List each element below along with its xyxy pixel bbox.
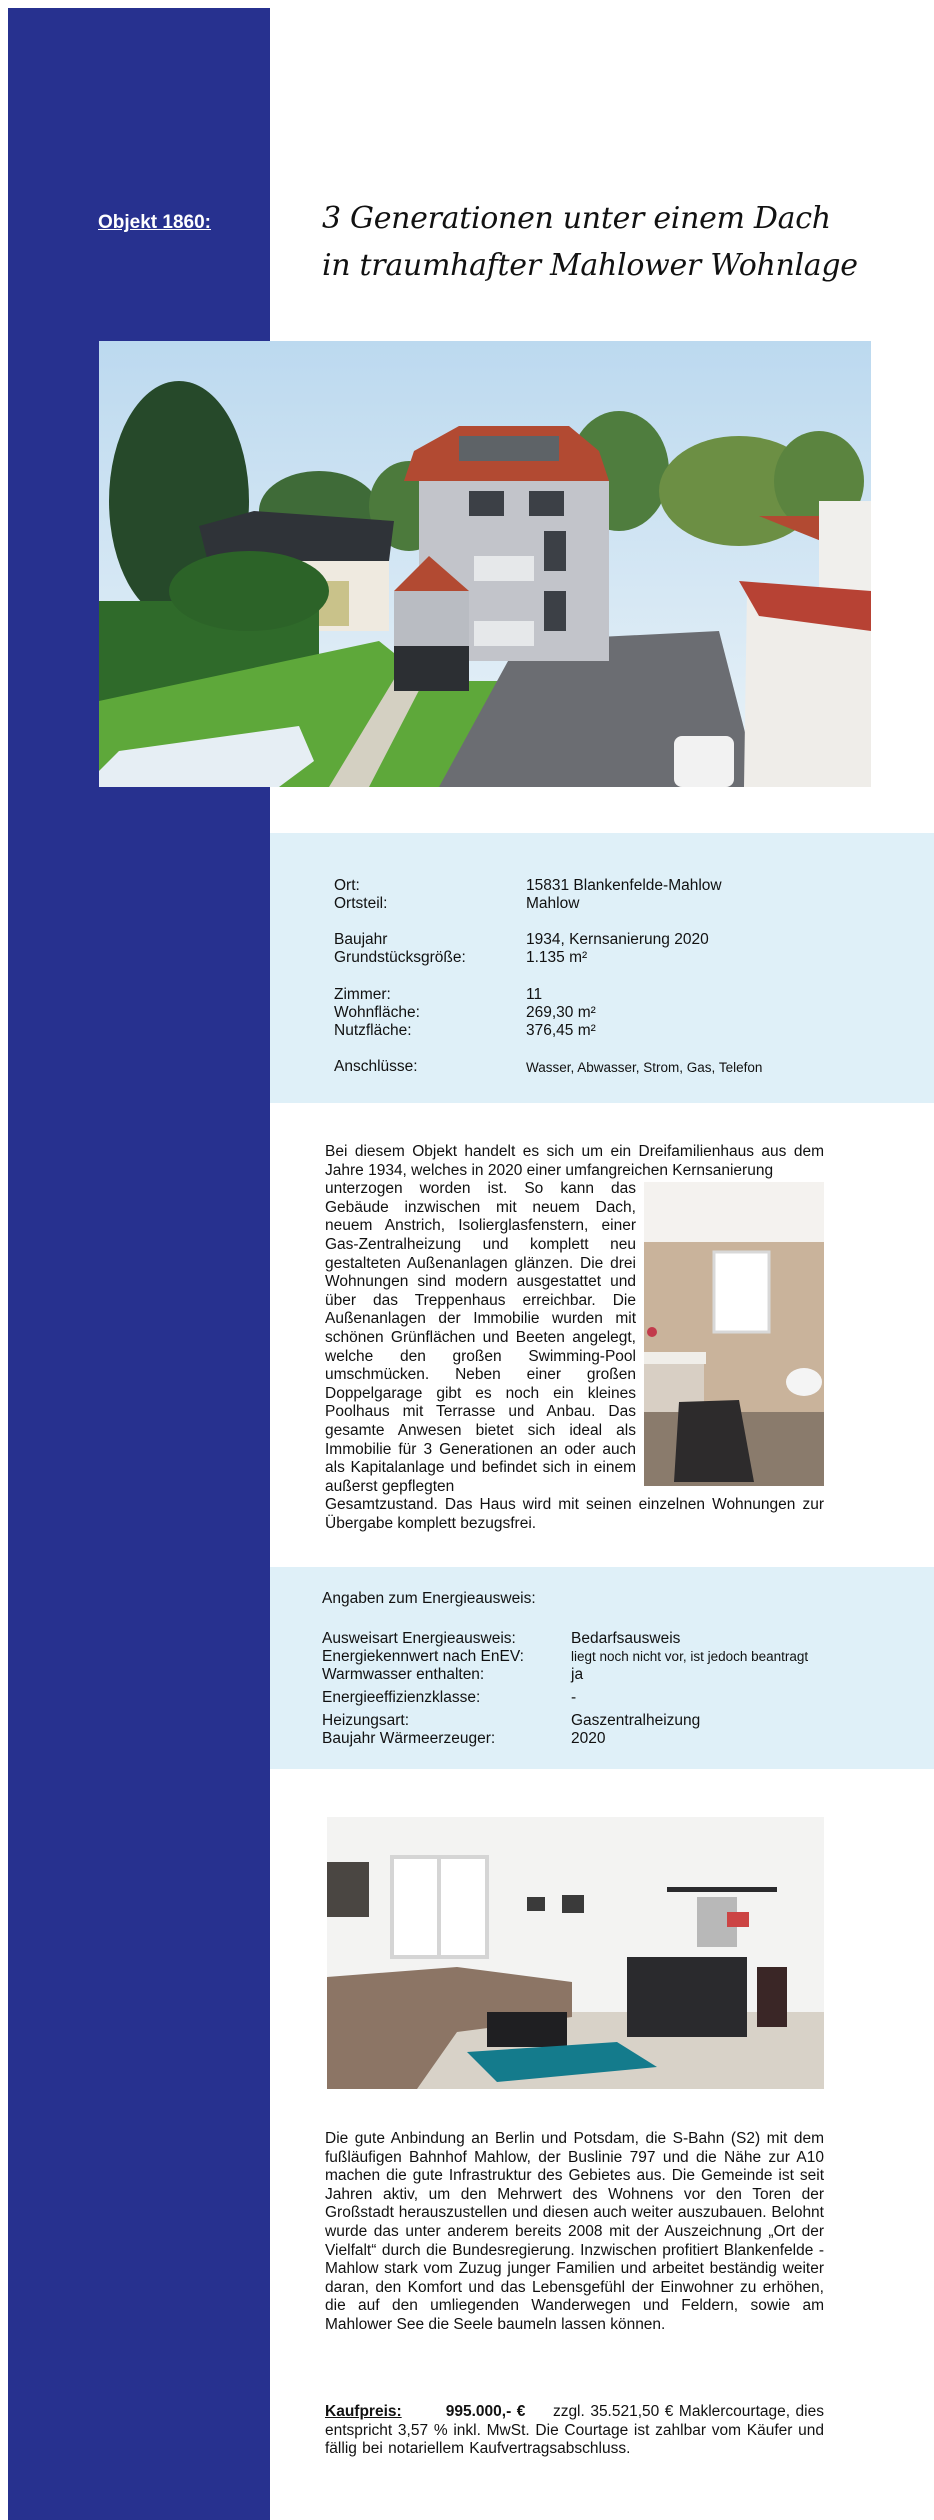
ausweisart-label: Ausweisart Energieausweis: (322, 1630, 516, 1647)
anschluesse-value: Wasser, Abwasser, Strom, Gas, Telefon (526, 1060, 763, 1075)
location-text: Die gute Anbindung an Berlin und Potsdam, die S-Bahn (S2) mit dem fußläufigen Bahnhof Mahlow, der Buslinie 797 und die Nähe zur A10 machen die gute Infrastruktur des Gebietes aus. Die Gemeinde ist seit Jahren aktiv, um den Mehrwert des Wohnens vor den Toren der Großstadt herauszustellen und diesen auch weiter auszubauen. Belohnt wurde das unter anderem bereits 2008 mit der Auszeichnung „Ort der Vielfalt“ durch die Bundesregierung. Inzwischen profitiert Blankenfelde - Mahlow stark vom Zuzug junger Familien und arbeitet beständig weiter daran, den Komfort und das Lebensgefühl der Einwohner zu erhöhen, die auf den umliegenden Wanderwegen und Feldern, sowie am Mahlower See die Seele baumeln lassen können. (325, 2130, 824, 2333)
baujahr-waermeerzeuger-label: Baujahr Wärmeerzeuger: (322, 1730, 496, 1747)
warmwasser-label: Warmwasser enthalten: (322, 1666, 485, 1683)
description-wrapped: unterzogen worden ist. So kann das Gebäude inzwischen mit neuem Dach, neuem Anstrich, Isolierglasfenstern, einer Gas-Zentralheizung und komplett neu gestalteten Außenanlagen glänzen. Die drei Wohnungen sind modern ausgestattet und über das Treppenhaus erreichbar. Die Außenanlagen der Immobilie wurden mit schönen Grünflächen und Beeten angelegt, welche den großen Swimming-Pool umschmücken. Neben einer großen Doppelgarage gibt es noch ein kleines Poolhaus mit Terrasse und Anbau. Das gesamte Anwesen bietet sich ideal als Immobilie für 3 Generationen an oder auch als Kapitalanlage und befindet sich in einem außerst gepflegten (325, 1180, 636, 1495)
klasse-value: - (571, 1689, 577, 1706)
objekt-number: Objekt 1860: (98, 212, 211, 233)
baujahr-label: Baujahr (334, 931, 388, 948)
kaufpreis-rest: zzgl. 35.521,50 € Maklercourtage, dies entspricht 3,57 % inkl. MwSt. Die Courtage ist zahlbar vom Käufer und fällig bei notariellem Kaufvertragsabschluss. (325, 2403, 824, 2458)
wohnflaeche-label: Wohnfläche: (334, 1004, 420, 1021)
kaufpreis-label: Kaufpreis: (325, 2403, 402, 2420)
warmwasser-value: ja (571, 1666, 584, 1683)
baujahr-value: 1934, Kernsanierung 2020 (526, 931, 709, 948)
ortsteil-value: Mahlow (526, 895, 580, 912)
description-tail: Gesamtzustand. Das Haus wird mit seinen einzelnen Wohnungen zur Übergabe komplett bezugsfrei. (325, 1496, 824, 1532)
house-exterior-photo (99, 341, 871, 787)
grundstueck-label: Grundstücksgröße: (334, 949, 466, 966)
klasse-label: Energieeffizienzklasse: (322, 1689, 481, 1706)
energy-heading: Angaben zum Energieausweis: (322, 1590, 536, 1607)
bathroom-photo (644, 1182, 824, 1486)
title-line-1: 3 Generationen unter einem Dach (322, 201, 831, 236)
price-text (325, 2403, 824, 2459)
heizungsart-value: Gaszentralheizung (571, 1712, 701, 1729)
description-intro: Bei diesem Objekt handelt es sich um ein Dreifamilienhaus aus dem Jahre 1934, welches in 2020 einer umfangreichen Kernsanierung (325, 1143, 824, 1179)
baujahr-waermeerzeuger-value: 2020 (571, 1730, 606, 1747)
page-title (322, 195, 858, 289)
anschluesse-label: Anschlüsse: (334, 1058, 418, 1075)
ort-value: 15831 Blankenfelde-Mahlow (526, 877, 722, 894)
zimmer-value: 11 (526, 986, 543, 1003)
ort-label: Ort: (334, 877, 360, 894)
heizungsart-label: Heizungsart: (322, 1712, 410, 1729)
kaufpreis-value: 995.000,- € (445, 2403, 526, 2420)
nutzflaeche-value: 376,45 m² (526, 1022, 596, 1039)
kennwert-label: Energiekennwert nach EnEV: (322, 1648, 524, 1665)
living-room-photo (327, 1817, 824, 2089)
ortsteil-label: Ortsteil: (334, 895, 388, 912)
ausweisart-value: Bedarfsausweis (571, 1630, 681, 1647)
description-text (325, 1143, 824, 1533)
grundstueck-value: 1.135 m² (526, 949, 588, 966)
nutzflaeche-label: Nutzfläche: (334, 1022, 412, 1039)
wohnflaeche-value: 269,30 m² (526, 1004, 596, 1021)
kennwert-value: liegt noch nicht vor, ist jedoch beantragt (571, 1649, 809, 1664)
title-line-2: in traumhafter Mahlower Wohnlage (322, 248, 858, 283)
zimmer-label: Zimmer: (334, 986, 391, 1003)
